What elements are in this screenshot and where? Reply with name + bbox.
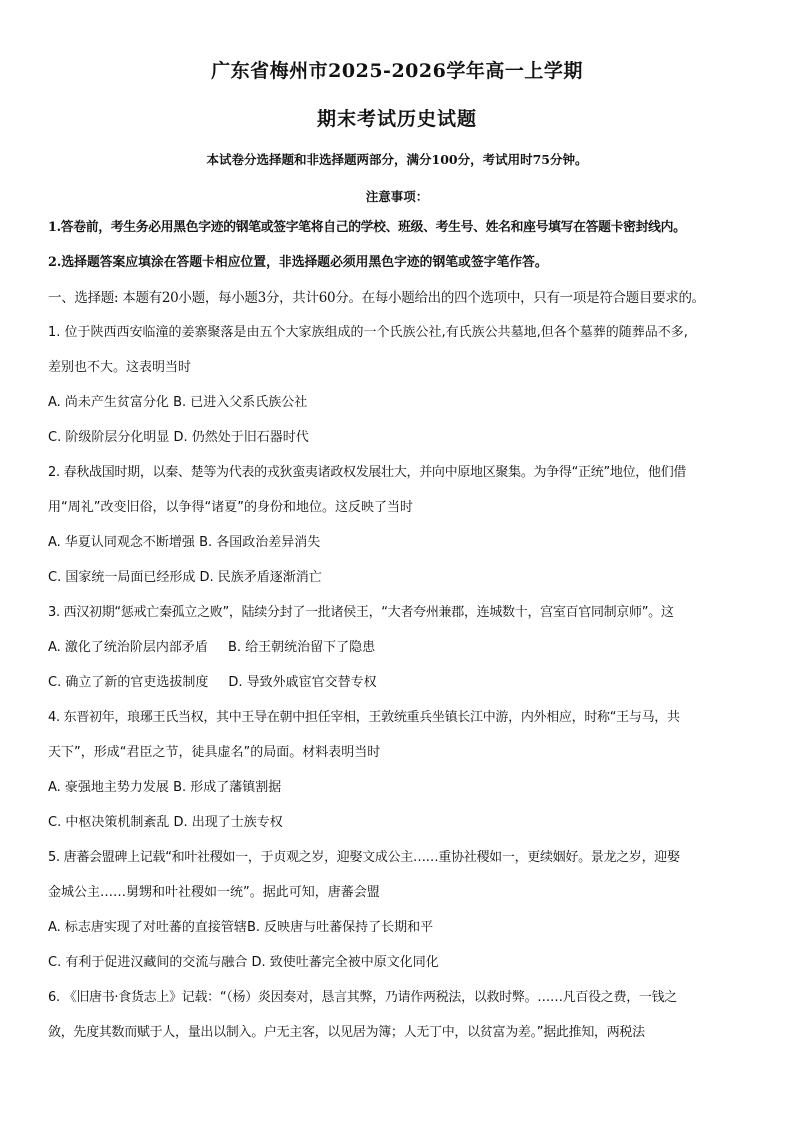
question-4-stem-line2: 天下”，形成“君臣之节，徒具虚名”的局面。材料表明当时 (48, 745, 381, 760)
question-5-options-ab (48, 919, 758, 937)
question-4-option-b: B. 形成了藩镇割据 (173, 780, 282, 795)
question-1-options-cd (48, 429, 758, 447)
question-4-options-ab (48, 779, 758, 797)
question-5-option-d: D. 致使吐蕃完全被中原文化同化 (251, 955, 439, 970)
question-2-options-ab (48, 534, 758, 552)
question-6-stem-line2: 敛，先度其数而赋于人，量出以制入。户无主客，以见居为簿；人无丁中，以贫富为差。”据此推知，两税法 (48, 1025, 645, 1040)
notice-heading: 注意事项： (365, 189, 429, 204)
section-intro: 一、选择题: 本题有20小题，每小题3分，共计60分。在每小题给出的四个选项中，只有一项是符合题目要求的。 (48, 290, 705, 306)
question-2-stem-line2: 用“周礼”改变旧俗，以争得“诸夏”的身份和地位。这反映了当时 (48, 500, 413, 515)
question-1-options-ab (48, 394, 758, 412)
question-1-option-d: D. 仍然处于旧石器时代 (173, 430, 309, 445)
question-2-option-b: B. 各国政治差异消失 (199, 535, 321, 550)
question-3-option-b: B. 给王朝统治留下了隐患 (227, 640, 376, 655)
question-1-option-a: A. 尚未产生贫富分化 (48, 395, 169, 410)
question-4-option-d: D. 出现了士族专权 (173, 815, 283, 830)
question-1-option-c: C. 阶级阶层分化明显 (48, 430, 170, 445)
question-5-stem-line2: 金城公主……舅甥和叶社稷如一统”。据此可知，唐蕃会盟 (48, 885, 380, 900)
question-2-option-a: A. 华夏认同观念不断增强 (48, 535, 195, 550)
question-5-option-b: B. 反映唐与吐蕃保持了长期和平 (246, 920, 434, 935)
question-4-stem-line1: 4. 东晋初年，琅琊王氏当权，其中王导在朝中担任宰相，王敦统重兵坐镇长江中游，内外相应，时称“王与马，共 (48, 710, 680, 725)
question-2-option-d: D. 民族矛盾逐渐消亡 (199, 570, 322, 585)
question-2-options-cd (48, 569, 758, 587)
question-3-stem-line1: 3. 西汉初期“惩戒亡秦孤立之败”，陆续分封了一批诸侯王，“大者夸州兼郡，连城数十，宫室百官同制京师”。这 (48, 605, 674, 620)
question-2-stem-line1: 2. 春秋战国时期，以秦、楚等为代表的戎狄蛮夷诸政权发展壮大，并向中原地区聚集。为争得“正统”地位，他们借 (48, 465, 687, 480)
notice-item-2: 2.选择题答案应填涂在答题卡相应位置，非选择题必须用黑色字迹的钢笔或签字笔作答。 (48, 255, 548, 270)
question-1-stem-line2: 差别也不大。这表明当时 (48, 360, 192, 375)
question-5-options-cd (48, 954, 758, 972)
exam-info: 本试卷分选择题和非选择题两部分，满分100分，考试用时75分钟。 (206, 152, 588, 167)
question-4-options-cd (48, 814, 758, 832)
exam-title-line1: 广东省梅州市2025-2026学年高一上学期 (211, 60, 583, 82)
question-2-option-c: C. 国家统一局面已经形成 (48, 570, 196, 585)
question-6-stem-line1: 6. 《旧唐书·食货志上》记载：“（杨）炎因奏对，恳言其弊，乃请作两税法，以救时弊。……凡百役之费，一钱之 (48, 990, 678, 1005)
question-3-option-c: C. 确立了新的官吏选拔制度 (48, 675, 209, 690)
question-1-option-b: B. 已进入父系氏族公社 (173, 395, 308, 410)
question-3-options-cd (48, 674, 758, 692)
question-3-option-d: D. 导致外戚宦官交替专权 (228, 675, 377, 690)
question-1-stem-line1: 1. 位于陕西西安临潼的姜寨聚落是由五个大家族组成的一个氏族公社,有氏族公共墓地,但各个墓葬的随葬品不多, (48, 325, 688, 340)
question-5-option-c: C. 有利于促进汉藏间的交流与融合 (48, 955, 248, 970)
question-4-option-c: C. 中枢决策机制紊乱 (48, 815, 170, 830)
question-3-option-a: A. 激化了统治阶层内部矛盾 (48, 640, 208, 655)
exam-title-line2: 期末考试历史试题 (316, 108, 477, 130)
notice-item-1: 1.答卷前，考生务必用黑色字迹的钢笔或签字笔将自己的学校、班级、考生号、姓名和座号填写在答题卡密封线内。 (48, 220, 686, 235)
question-4-option-a: A. 豪强地主势力发展 (48, 780, 169, 795)
question-5-option-a: A. 标志唐实现了对吐蕃的直接管辖 (48, 920, 247, 935)
question-3-options-ab (48, 639, 758, 657)
question-5-stem-line1: 5. 唐蕃会盟碑上记载“和叶社稷如一，于贞观之岁，迎娶文成公主……重协社稷如一，更续姻好。景龙之岁，迎娶 (48, 850, 680, 865)
